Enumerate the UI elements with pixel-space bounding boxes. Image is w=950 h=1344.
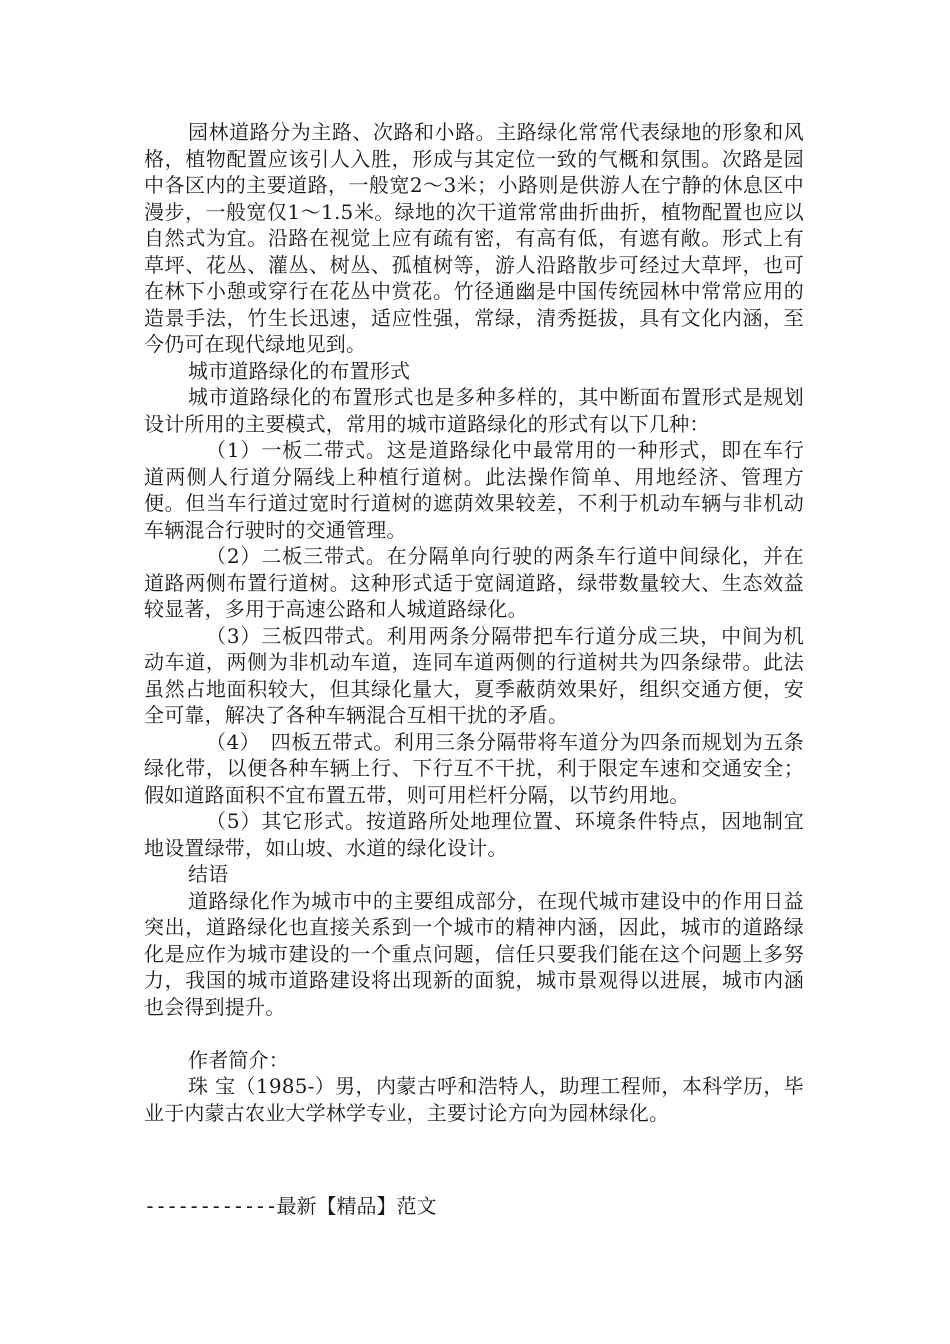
list-item-four-board-five-belts: （4） 四板五带式。利用三条分隔带将车道分为四条而规划为五条绿化带，以便各种车辆上行、下行互不干扰，利于限定车速和交通安全；假如道路面积不宜布置五带，则可用栏杆分隔，以节约用地。 [144,729,804,807]
heading-layout-forms: 城市道路绿化的布置形式 [188,358,411,383]
list-item-one-board-two-belts: （1）一板二带式。这是道路绿化中最常用的一种形式，即在车行道两侧人行道分隔线上种植行道树。此法操作简单、用地经济、管理方便。但当车行道过宽时行道树的遮荫效果较差，不利于机动车辆与非机动车辆混合行驶时的交通管理。 [144,438,804,542]
list-item-other-forms: （5）其它形式。按道路所处地理位置、环境条件特点，因地制宜地设置绿带，如山坡、水道的绿化设计。 [144,809,804,860]
paragraph-garden-roads: 园林道路分为主路、次路和小路。主路绿化常常代表绿地的形象和风格，植物配置应该引人入胜，形成与其定位一致的气概和氛围。次路是园中各区内的主要道路，一般宽2～3米；小路则是供游人在宁静的休息区中漫步，一般宽仅1～1.5米。绿地的次干道常常曲折曲折，植物配置也应以自然式为宜。沿路在视觉上应有疏有密，有高有低，有遮有敞。形式上有草坪、花丛、灌丛、树丛、孤植树等，游人沿路散步可经过大草坪，也可在林下小憩或穿行在花丛中赏花。竹径通幽是中国传统园林中常常应用的造景手法，竹生长迅速，适应性强，常绿，清秀挺拔，具有文化内涵，至今仍可在现代绿地见到。 [144,120,804,356]
blank-line [144,1020,804,1047]
paragraph-conclusion: 道路绿化作为城市中的主要组成部分，在现代城市建设中的作用日益突出，道路绿化也直接关系到一个城市的精神内涵，因此，城市的道路绿化是应作为城市建设的一个重点问题，信任只要我们能在这个问题上多努力，我国的城市道路建设将出现新的面貌，城市景观得以进展，城市内涵也会得到提升。 [144,888,804,1019]
list-item-three-board-four-belts: （3）三板四带式。利用两条分隔带把车行道分成三块，中间为机动车道，两侧为非机动车道，连同车道两侧的行道树共为四条绿带。此法虽然占地面积较大，但其绿化量大，夏季蔽荫效果好，组织交通方便，安全可靠，解决了各种车辆混合互相干扰的矛盾。 [144,623,804,727]
heading-author-bio: 作者简介： [188,1047,289,1072]
paragraph-author-bio: 珠 宝（1985-）男，内蒙古呼和浩特人，助理工程师，本科学历，毕业于内蒙古农业大学林学专业，主要讨论方向为园林绿化。 [144,1074,804,1125]
footer-dashes: ------------ [144,1194,277,1218]
footer-label: 最新【精品】范文 [276,1194,437,1218]
footer-line [144,1193,437,1219]
heading-conclusion: 结语 [188,862,229,886]
paragraph-layout-intro: 城市道路绿化的布置形式也是多种多样的，其中断面布置形式是规划设计所用的主要模式，常用的城市道路绿化的形式有以下几种： [144,385,804,436]
list-item-two-board-three-belts: （2）二板三带式。在分隔单向行驶的两条车行道中间绿化，并在道路两侧布置行道树。这种形式适于宽阔道路，绿带数量较大、生态效益较显著，多用于高速公路和人城道路绿化。 [144,544,804,621]
document-body [144,119,804,1126]
